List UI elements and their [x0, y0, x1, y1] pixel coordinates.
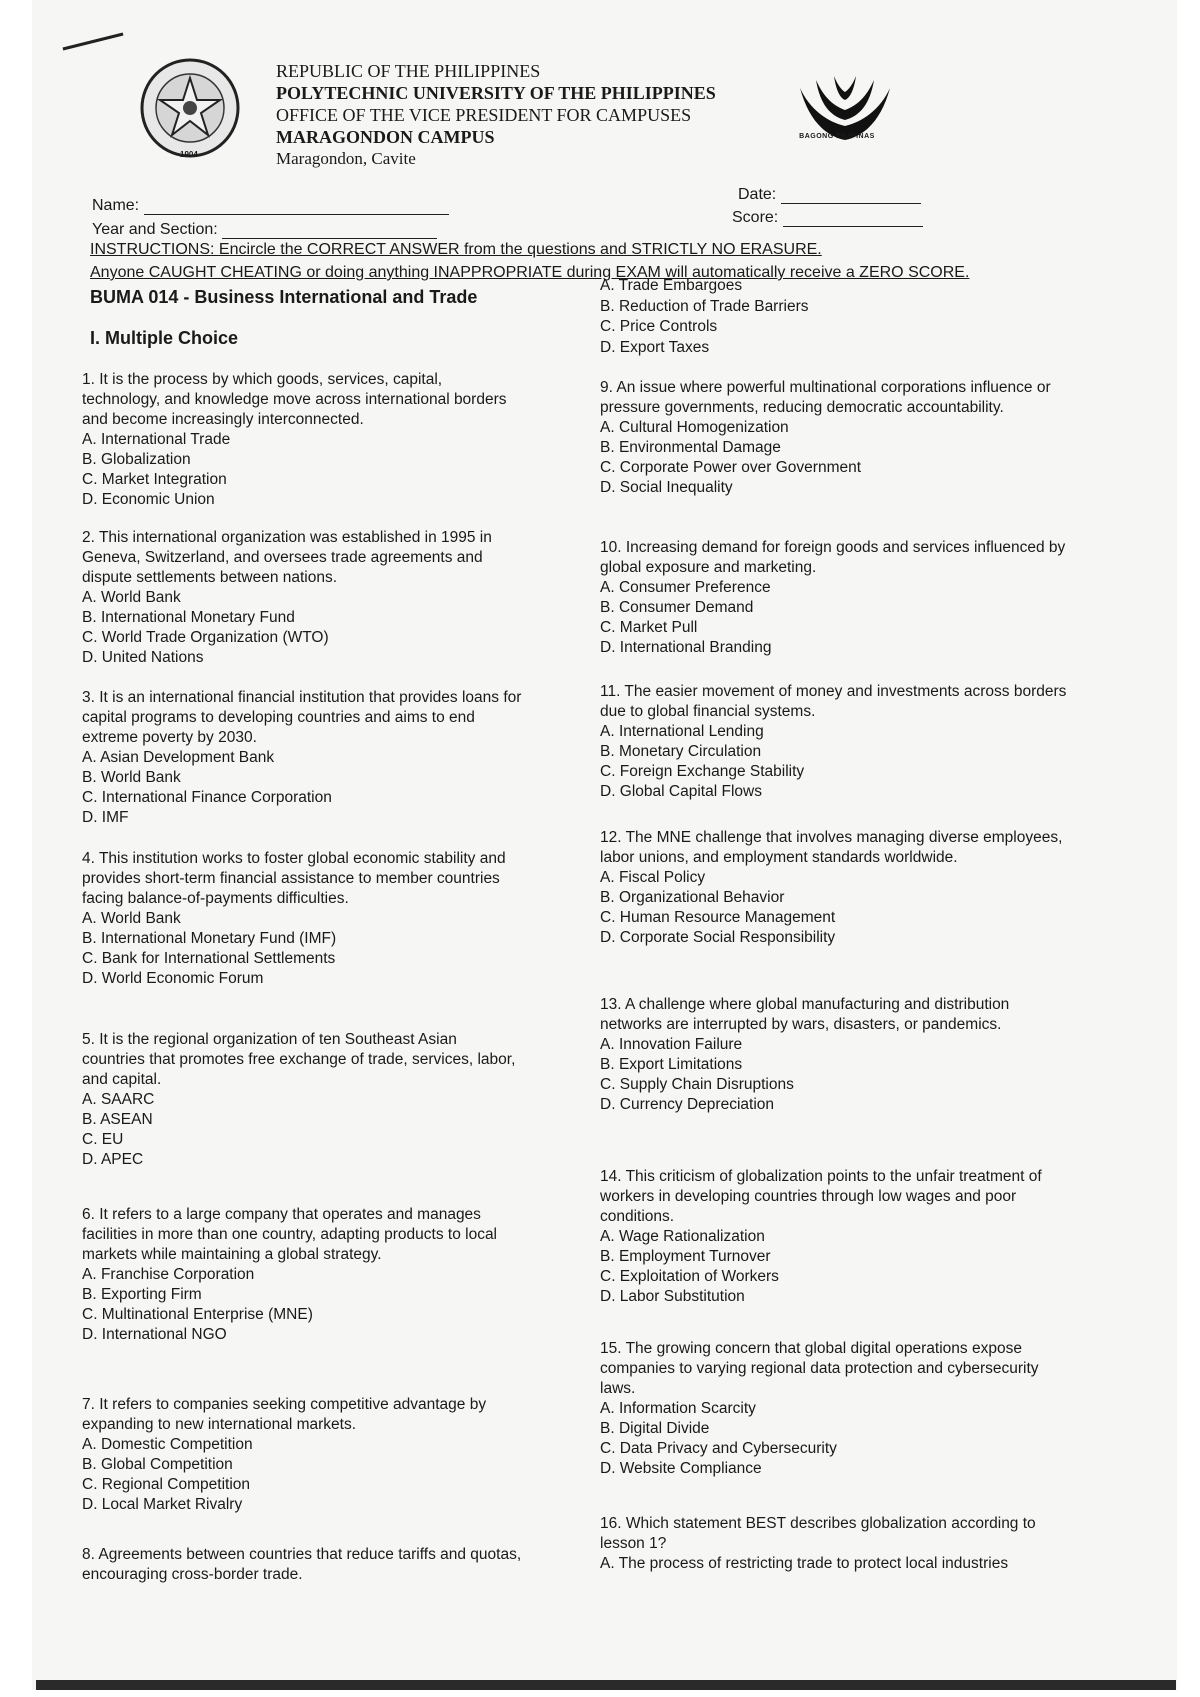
option[interactable]: C. Price Controls [600, 318, 718, 335]
option[interactable]: B. Monetary Circulation [600, 743, 762, 760]
instructions-line-1: INSTRUCTIONS: Encircle the CORRECT ANSWER from the questions and STRICTLY NO ERASURE. [90, 241, 822, 258]
option[interactable]: A. The process of restricting trade to protect local industries [600, 1555, 1009, 1572]
option[interactable]: B. World Bank [82, 769, 181, 786]
option[interactable]: D. Website Compliance [600, 1460, 762, 1477]
option[interactable]: C. Supply Chain Disruptions [600, 1076, 794, 1093]
option[interactable]: C. EU [82, 1131, 124, 1148]
year-section-line[interactable] [222, 222, 437, 239]
question-16 [600, 1514, 1070, 1574]
question-stem: 16. Which statement BEST describes globalization according to lesson 1? [600, 1515, 1036, 1552]
header-republic: REPUBLIC OF THE PHILIPPINES [276, 61, 541, 81]
question-stem: 10. Increasing demand for foreign goods and services influenced by global exposure and marketing. [600, 539, 1066, 576]
option[interactable]: B. International Monetary Fund (IMF) [82, 930, 337, 947]
question-2 [82, 528, 522, 668]
question-stem: 14. This criticism of globalization points to the unfair treatment of workers in developing countries through low wages and poor conditions. [600, 1168, 1042, 1225]
question-4 [82, 849, 522, 989]
option[interactable]: B. Exporting Firm [82, 1286, 202, 1303]
score-field[interactable] [732, 209, 923, 227]
option[interactable]: A. World Bank [82, 910, 181, 927]
score-label: Score: [732, 209, 779, 226]
option[interactable]: A. Innovation Failure [600, 1036, 743, 1053]
option[interactable]: B. Global Competition [82, 1456, 233, 1473]
section-title: I. Multiple Choice [90, 328, 239, 348]
option[interactable]: B. International Monetary Fund [82, 609, 295, 626]
question-stem: 7. It refers to companies seeking competitive advantage by expanding to new international markets. [82, 1396, 487, 1433]
question-stem: 12. The MNE challenge that involves managing diverse employees, labor unions, and employment standards worldwide. [600, 829, 1063, 866]
question-10 [600, 538, 1070, 658]
question-15 [600, 1339, 1070, 1479]
option[interactable]: B. Digital Divide [600, 1420, 710, 1437]
option[interactable]: B. Organizational Behavior [600, 889, 785, 906]
question-8 [82, 1545, 522, 1585]
question-9 [600, 378, 1070, 498]
option[interactable]: D. International NGO [82, 1326, 227, 1343]
option[interactable]: C. Market Pull [600, 619, 698, 636]
option[interactable]: C. Corporate Power over Government [600, 459, 862, 476]
q8-options [600, 276, 809, 358]
question-1 [82, 370, 522, 510]
option[interactable]: C. Multinational Enterprise (MNE) [82, 1306, 313, 1323]
option[interactable]: B. Consumer Demand [600, 599, 754, 616]
option[interactable]: D. World Economic Forum [82, 970, 264, 987]
option[interactable]: C. Bank for International Settlements [82, 950, 336, 967]
question-stem: 11. The easier movement of money and investments across borders due to global financial systems. [600, 683, 1067, 720]
option[interactable]: C. Exploitation of Workers [600, 1268, 779, 1285]
option[interactable]: D. Currency Depreciation [600, 1096, 775, 1113]
question-6 [82, 1205, 522, 1345]
option[interactable]: D. Economic Union [82, 491, 215, 508]
option[interactable]: D. Local Market Rivalry [82, 1496, 243, 1513]
option[interactable]: C. International Finance Corporation [82, 789, 332, 806]
option[interactable]: B. Globalization [82, 451, 191, 468]
option[interactable]: A. Cultural Homogenization [600, 419, 789, 436]
question-stem: 4. This institution works to foster global economic stability and provides short-term financial assistance to member countries facing balance-of-payments difficulties. [82, 850, 506, 907]
score-line[interactable] [783, 210, 923, 227]
question-stem: 5. It is the regional organization of ten Southeast Asian countries that promotes free exchange of trade, services, labor, and capital. [82, 1031, 516, 1088]
option[interactable]: D. Export Taxes [600, 338, 710, 356]
pup-seal-icon [140, 58, 240, 158]
school-header [276, 60, 776, 170]
name-line[interactable] [144, 198, 449, 215]
option[interactable]: A. Wage Rationalization [600, 1228, 765, 1245]
option[interactable]: B. ASEAN [82, 1111, 153, 1128]
course-title: BUMA 014 - Business International and Trade [90, 287, 478, 307]
option[interactable]: D. Global Capital Flows [600, 783, 762, 800]
question-13 [600, 995, 1070, 1115]
option[interactable]: A. World Bank [82, 589, 181, 606]
question-5 [82, 1030, 522, 1170]
option[interactable]: D. International Branding [600, 639, 772, 656]
seal-year: 1904 [180, 150, 198, 159]
option[interactable]: D. Corporate Social Responsibility [600, 929, 836, 946]
option[interactable]: C. Foreign Exchange Stability [600, 763, 805, 780]
option[interactable]: B. Employment Turnover [600, 1248, 771, 1265]
option[interactable]: D. United Nations [82, 649, 204, 666]
option[interactable]: A. International Lending [600, 723, 764, 740]
option[interactable]: A. Information Scarcity [600, 1400, 756, 1417]
year-section-field[interactable] [92, 221, 437, 239]
question-14 [600, 1167, 1070, 1307]
date-label: Date: [738, 186, 777, 203]
option[interactable]: A. Fiscal Policy [600, 869, 706, 886]
option[interactable]: D. IMF [82, 809, 129, 826]
question-stem: 8. Agreements between countries that reduce tariffs and quotas, encouraging cross-border trade. [82, 1546, 522, 1583]
header-campus: MARAGONDON CAMPUS [276, 127, 495, 147]
option[interactable]: D. APEC [82, 1151, 144, 1168]
option[interactable]: A. Trade Embargoes [600, 277, 743, 294]
option[interactable]: A. Consumer Preference [600, 579, 771, 596]
date-field[interactable] [738, 186, 921, 204]
year-section-label: Year and Section: [92, 221, 218, 238]
option[interactable]: C. Market Integration [82, 471, 227, 488]
name-label: Name: [92, 197, 140, 214]
header-location: Maragondon, Cavite [276, 149, 416, 168]
question-7 [82, 1395, 522, 1515]
option[interactable]: B. Environmental Damage [600, 439, 781, 456]
header-university: POLYTECHNIC UNIVERSITY OF THE PHILIPPINES [276, 83, 716, 103]
question-stem: 6. It refers to a large company that operates and manages facilities in more than one country, adapting products to local markets while maintaining a global strategy. [82, 1206, 498, 1263]
instructions-line-2: Anyone CAUGHT CHEATING or doing anything INAPPROPRIATE during EXAM will automatically receive a ZERO SCORE. [90, 264, 970, 281]
option[interactable]: C. Data Privacy and Cybersecurity [600, 1440, 837, 1457]
question-stem: 1. It is the process by which goods, services, capital, technology, and knowledge move across international borders and become increasingly interconnected. [82, 371, 507, 428]
option[interactable]: C. Regional Competition [82, 1476, 251, 1493]
question-stem: 9. An issue where powerful multinational corporations influence or pressure governments, reducing democratic accountability. [600, 379, 1051, 416]
option[interactable]: B. Export Limitations [600, 1056, 743, 1073]
option[interactable]: C. Human Resource Management [600, 909, 836, 926]
logo-caption: BAGONG PILIPINAS [799, 133, 875, 140]
option[interactable]: B. Reduction of Trade Barriers [600, 297, 809, 315]
date-line[interactable] [781, 187, 921, 204]
question-stem: 13. A challenge where global manufacturing and distribution networks are interrupted by wars, disasters, or pandemics. [600, 996, 1010, 1033]
option[interactable]: A. Asian Development Bank [82, 749, 275, 766]
question-11 [600, 682, 1070, 802]
question-stem: 15. The growing concern that global digital operations expose companies to varying regional data protection and cybersecurity laws. [600, 1340, 1039, 1397]
option[interactable]: C. World Trade Organization (WTO) [82, 629, 329, 646]
name-field[interactable] [92, 197, 449, 215]
question-stem: 3. It is an international financial institution that provides loans for capital programs to developing countries and aims to end extreme poverty by 2030. [82, 689, 522, 746]
header-office: OFFICE OF THE VICE PRESIDENT FOR CAMPUSES [276, 105, 692, 125]
option[interactable]: A. Domestic Competition [82, 1436, 253, 1453]
question-12 [600, 828, 1070, 948]
question-3 [82, 688, 522, 828]
question-stem: 2. This international organization was established in 1995 in Geneva, Switzerland, and oversees trade agreements and dispute settlements between nations. [82, 529, 492, 586]
option[interactable]: A. SAARC [82, 1091, 155, 1108]
option[interactable]: A. International Trade [82, 431, 231, 448]
option[interactable]: A. Franchise Corporation [82, 1266, 255, 1283]
option[interactable]: D. Social Inequality [600, 479, 733, 496]
option[interactable]: D. Labor Substitution [600, 1288, 745, 1305]
scan-edge [36, 1680, 1176, 1690]
